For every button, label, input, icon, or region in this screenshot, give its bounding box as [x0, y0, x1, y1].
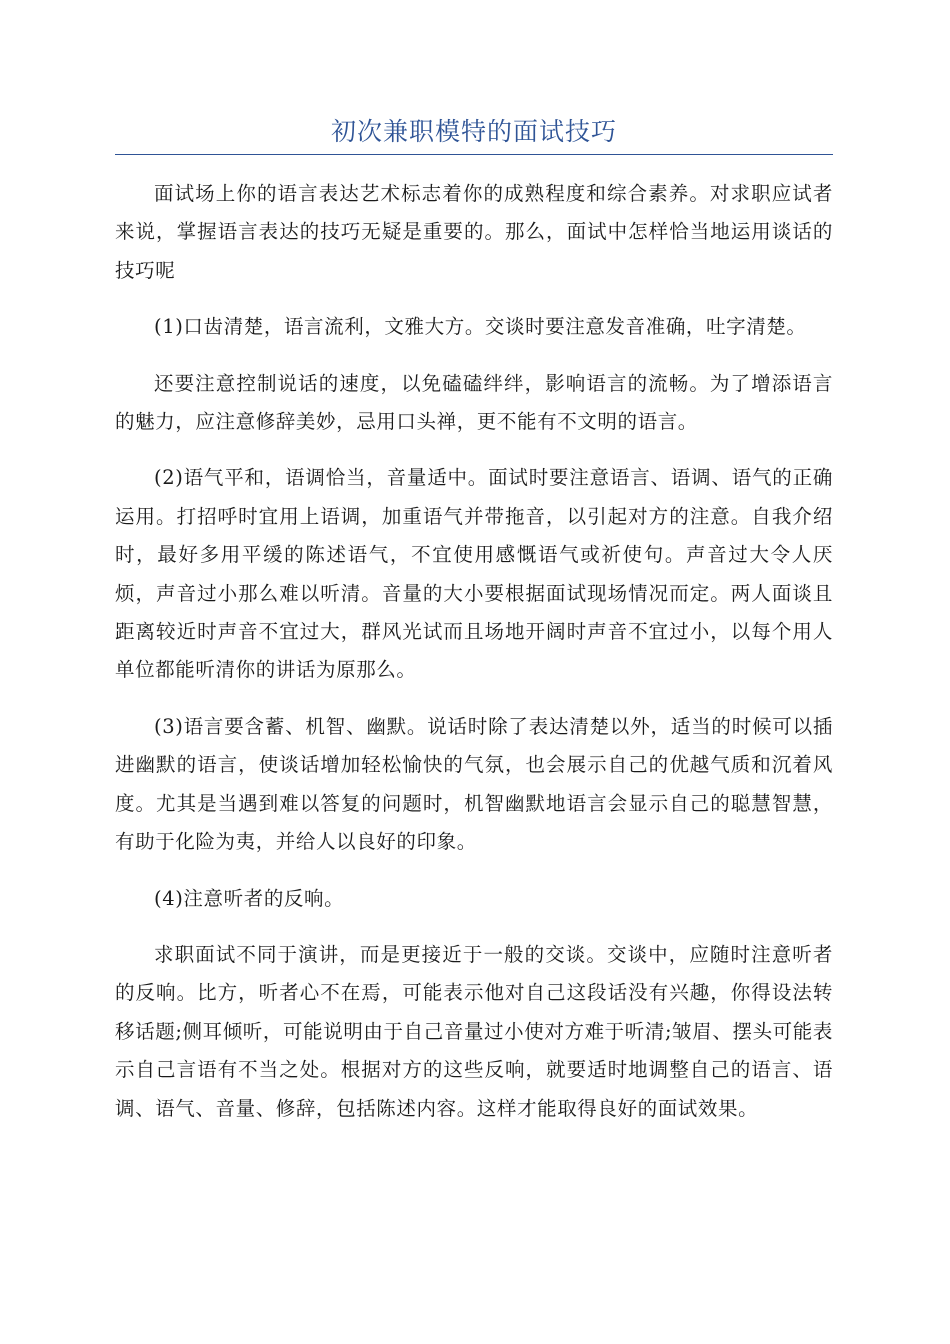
- paragraph-point-4: (4)注意听者的反响。: [154, 886, 345, 910]
- title-underline: [115, 154, 833, 155]
- paragraph-speed: 还要注意控制说话的速度，以免磕磕绊绊，影响语言的流畅。为了增添语言的魅力，应注意修辞美妙，忌用口头禅，更不能有不文明的语言。: [115, 371, 833, 434]
- paragraph-intro: 面试场上你的语言表达艺术标志着你的成熟程度和综合素养。对求职应试者来说，掌握语言表达的技巧无疑是重要的。那么，面试中怎样恰当地运用谈话的技巧呢: [115, 182, 833, 282]
- document-body: [115, 175, 833, 1128]
- paragraph-point-2: (2)语气平和，语调恰当，音量适中。面试时要注意语言、语调、语气的正确运用。打招呼时宜用上语调，加重语气并带拖音，以引起对方的注意。自我介绍时，最好多用平缓的陈述语气，不宜使用感慨语气或祈使句。声音过大令人厌烦，声音过小那么难以听清。音量的大小要根据面试现场情况而定。两人面谈且距离较近时声音不宜过大，群风光试而且场地开阔时声音不宜过小，以每个用人单位都能听清你的讲话为原那么。: [115, 466, 833, 682]
- paragraph-feedback: 求职面试不同于演讲，而是更接近于一般的交谈。交谈中，应随时注意听者的反响。比方，听者心不在焉，可能表示他对自己这段话没有兴趣，你得设法转移话题;侧耳倾听，可能说明由于自己音量过小使对方难于听清;皱眉、摆头可能表示自己言语有不当之处。根据对方的这些反响，就要适时地调整自己的语言、语调、语气、音量、修辞，包括陈述内容。这样才能取得良好的面试效果。: [115, 942, 833, 1120]
- document-page: [115, 110, 833, 1146]
- document-title: 初次兼职模特的面试技巧: [330, 117, 617, 146]
- paragraph-point-3: (3)语言要含蓄、机智、幽默。说话时除了表达清楚以外，适当的时候可以插进幽默的语言，使谈话增加轻松愉快的气氛，也会展示自己的优越气质和沉着风度。尤其是当遇到难以答复的问题时，机智幽默地语言会显示自己的聪慧智慧，有助于化险为夷，并给人以良好的印象。: [115, 714, 833, 854]
- paragraph-point-1: (1)口齿清楚，语言流利，文雅大方。交谈时要注意发音准确，吐字清楚。: [154, 315, 807, 339]
